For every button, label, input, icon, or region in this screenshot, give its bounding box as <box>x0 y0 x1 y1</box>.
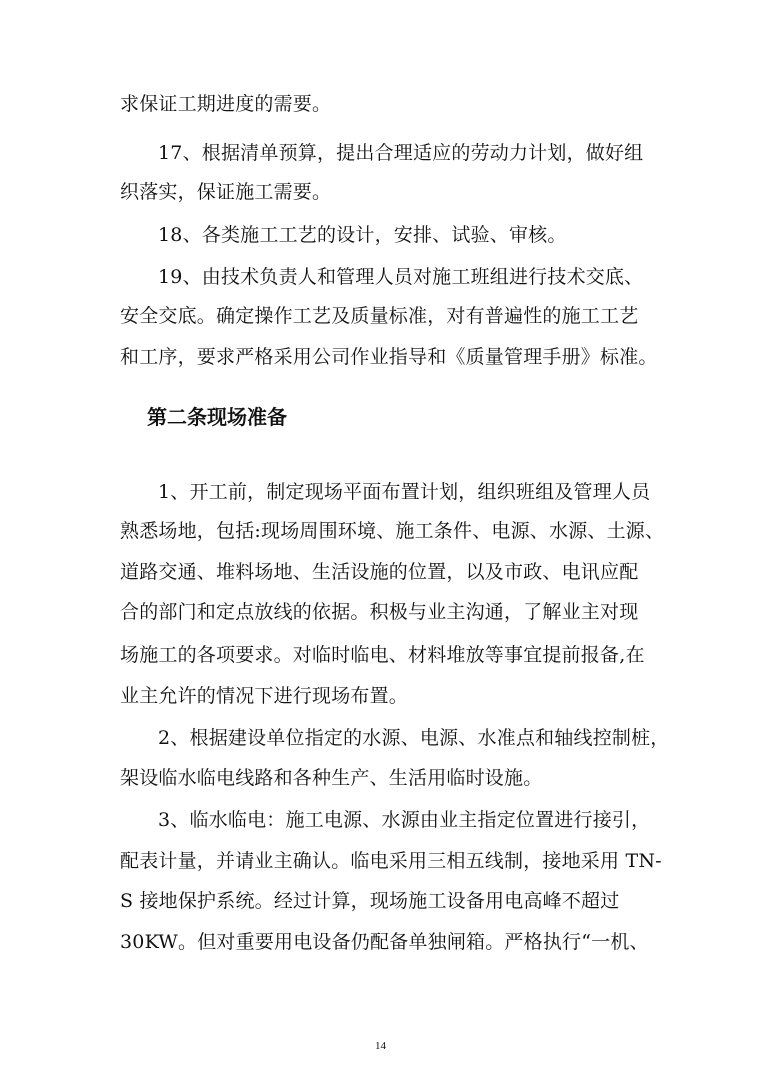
paragraph-line: 道路交通、堆料场地、生活设施的位置，以及市政、电讯应配 <box>120 561 639 583</box>
paragraph-line: 织落实，保证施工需要。 <box>120 181 332 203</box>
page-number: 14 <box>375 1040 386 1052</box>
paragraph-line: 19、由技术负责人和管理人员对施工班组进行技术交底、 <box>158 266 644 288</box>
paragraph-line: 熟悉场地，包括:现场周围环境、施工条件、电源、水源、土源、 <box>120 520 665 542</box>
paragraph-line: 18、各类施工工艺的设计，安排、试验、审核。 <box>158 224 567 246</box>
paragraph-line: 30KW。但对重要用电设备仍配备单独闸箱。严格执行“一机、 <box>120 931 649 953</box>
paragraph-line: 2、根据建设单位指定的水源、电源、水准点和轴线控制桩， <box>158 727 670 749</box>
paragraph-line: 求保证工期进度的需要。 <box>120 93 332 115</box>
paragraph-line: 3、临水临电：施工电源、水源由业主指定位置进行接引， <box>158 809 651 831</box>
section-heading: 第二条现场准备 <box>147 405 287 429</box>
paragraph-line: 1、开工前，制定现场平面布置计划，组织班组及管理人员 <box>158 481 651 503</box>
paragraph-line: 配表计量，并请业主确认。临电采用三相五线制，接地采用 TN- <box>120 850 662 872</box>
paragraph-line: S 接地保护系统。经过计算，现场施工设备用电高峰不超过 <box>120 890 620 912</box>
paragraph-line: 和工序，要求严格采用公司作业指导和《质量管理手册》标准。 <box>120 346 658 368</box>
paragraph-line: 17、根据清单预算，提出合理适应的劳动力计划，做好组 <box>158 142 644 164</box>
paragraph-line: 合的部门和定点放线的依据。积极与业主沟通，了解业主对现 <box>120 601 639 623</box>
paragraph-line: 场施工的各项要求。对临时临电、材料堆放等事宜提前报备,在 <box>120 644 645 666</box>
paragraph-line: 安全交底。确定操作工艺及质量标准，对有普遍性的施工工艺 <box>120 305 639 327</box>
paragraph-line: 架设临水临电线路和各种生产、生活用临时设施。 <box>120 767 543 789</box>
paragraph-line: 业主允许的情况下进行现场布置。 <box>120 685 409 707</box>
